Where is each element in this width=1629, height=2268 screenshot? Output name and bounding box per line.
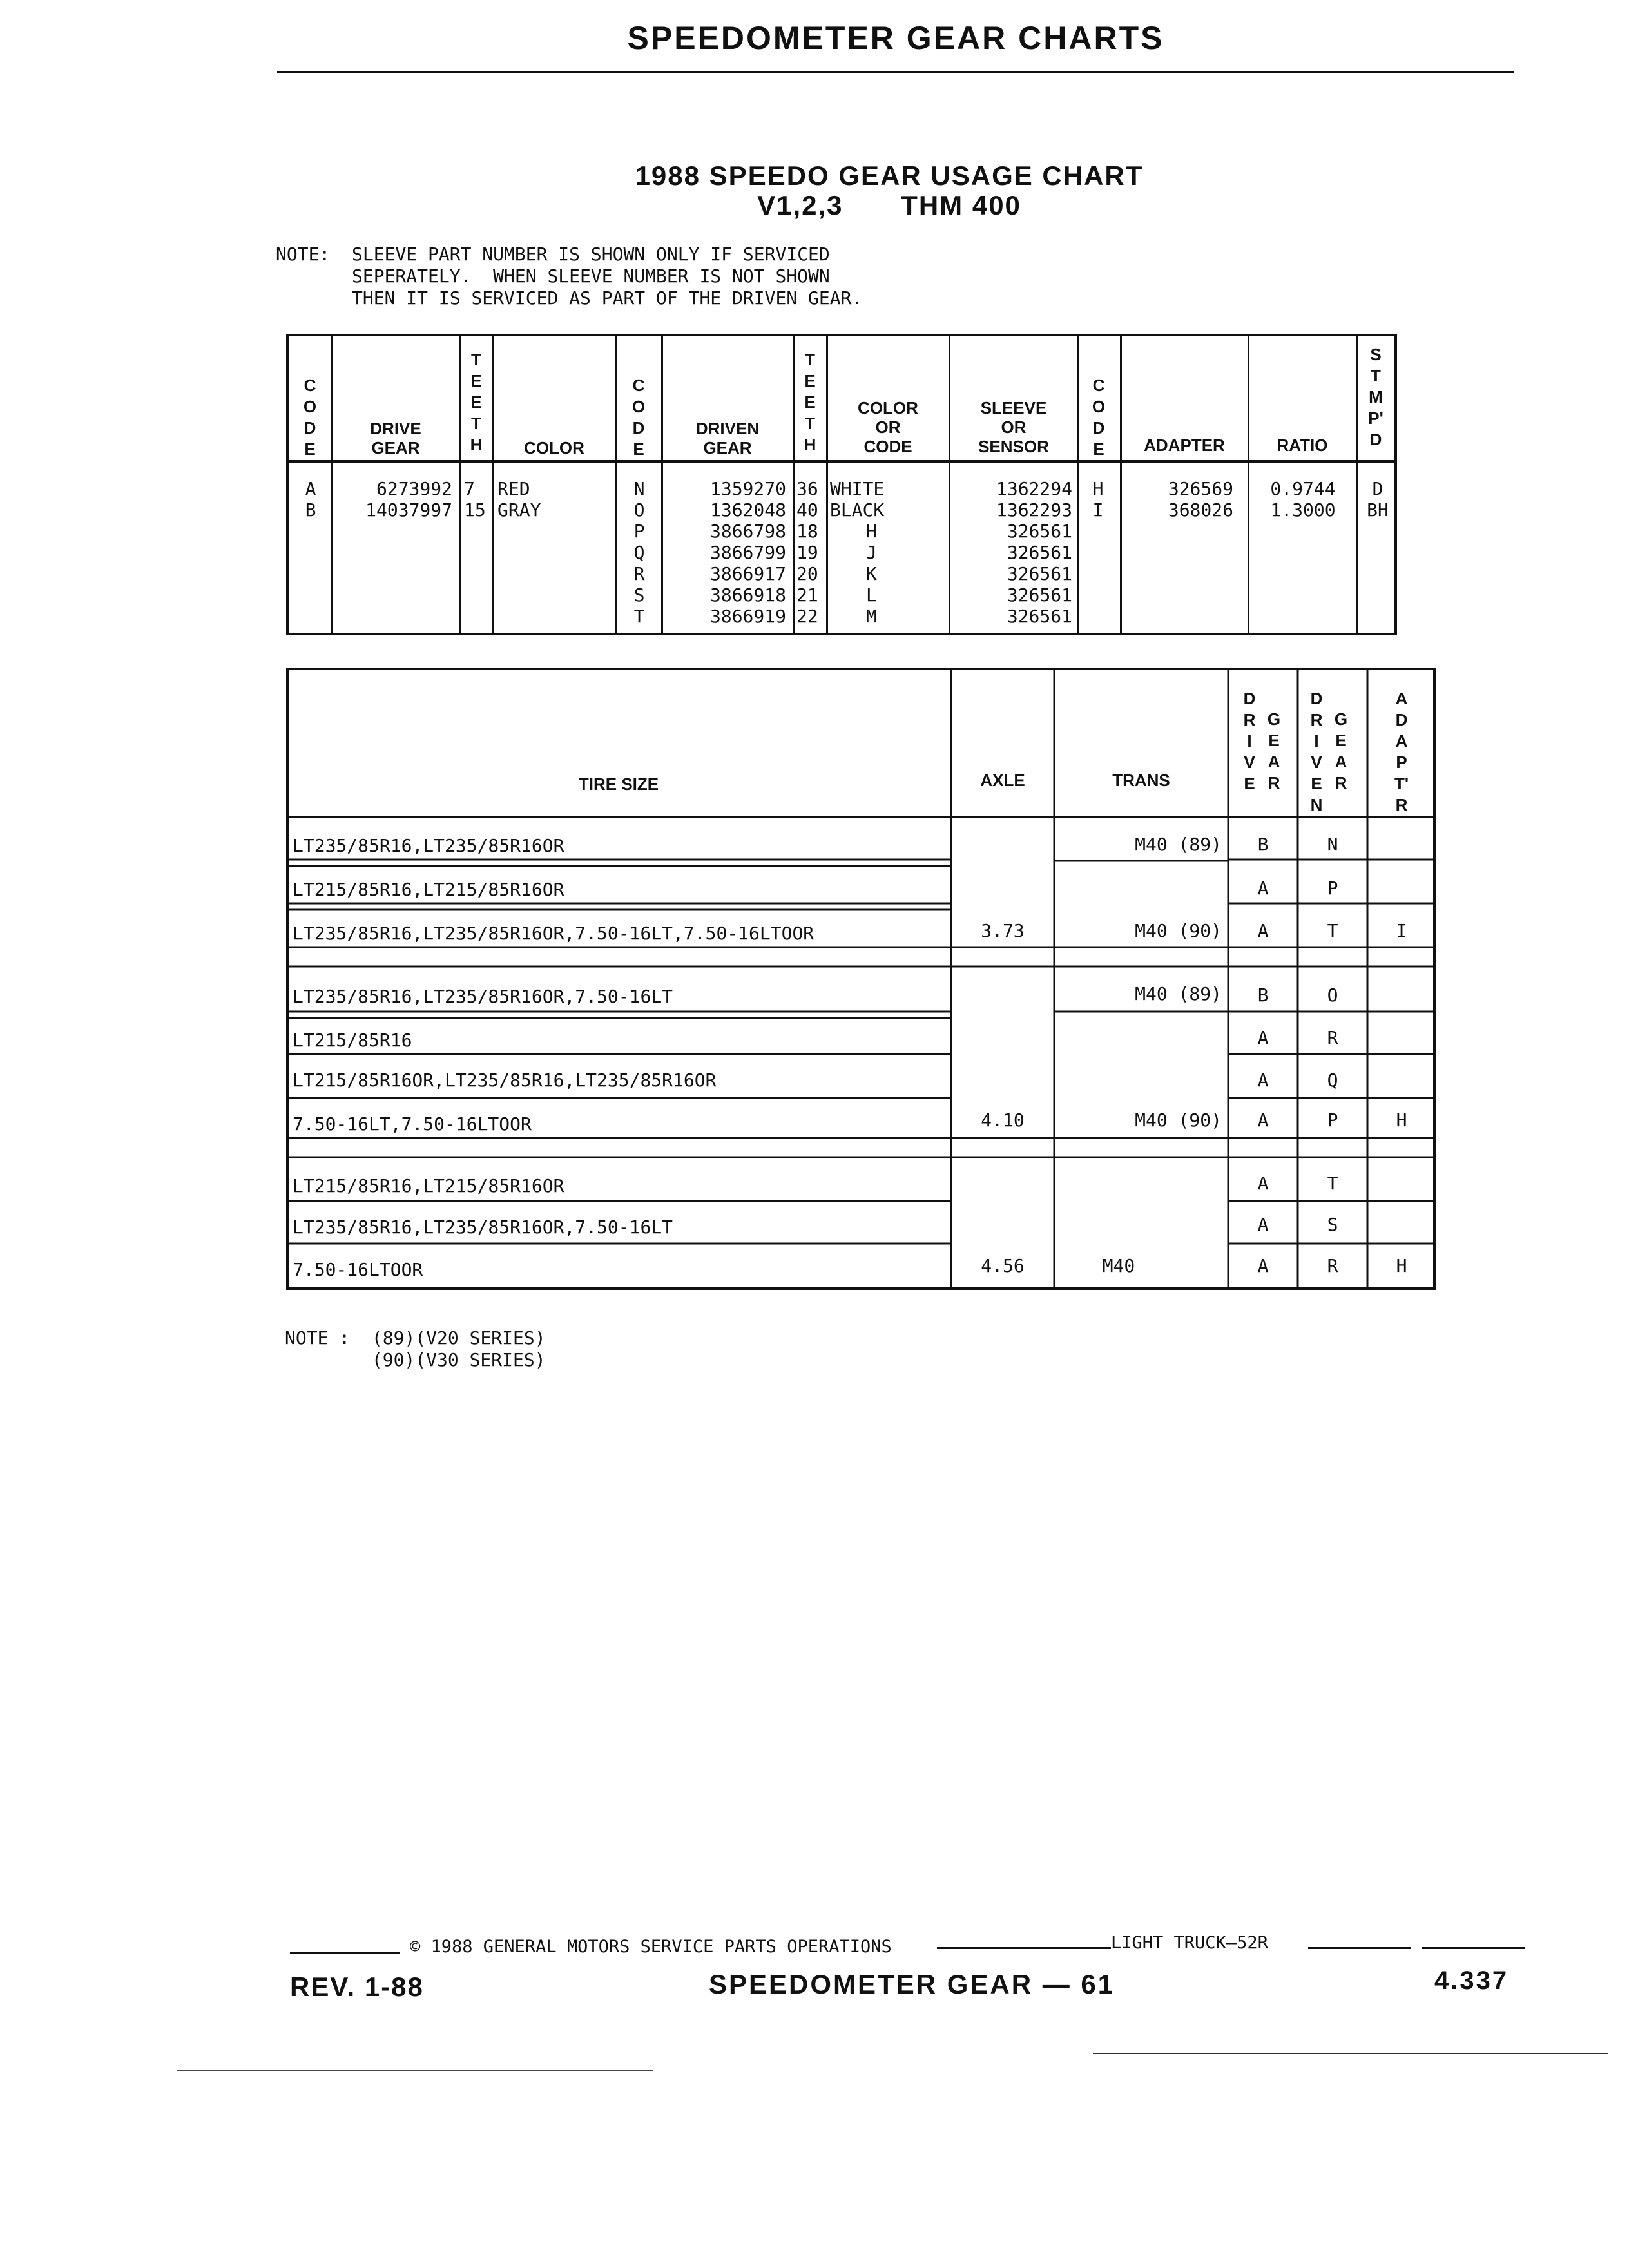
tire-cell: LT235/85R16,LT235/85R16OR,7.50-16LT xyxy=(293,1216,673,1238)
trans-cell: M40 xyxy=(1102,1255,1135,1276)
note-line: SLEEVE PART NUMBER IS SHOWN ONLY IF SERVICED xyxy=(352,244,830,265)
drive-cell: A xyxy=(1257,1173,1269,1194)
hdr-drive-gear: DRIVE GEAR xyxy=(370,419,421,457)
chart-models: V1,2,3 xyxy=(757,190,843,220)
hdr-driven-gear-b: G E A R xyxy=(1334,709,1348,793)
hdr-code3: C O D E xyxy=(1092,376,1106,459)
drive-color-col: RED GRAY xyxy=(497,478,541,521)
driven-cell: N xyxy=(1327,834,1338,855)
hdr-driven-gear-a: D R I V E N xyxy=(1310,689,1323,814)
driven-teeth-col: 36 40 18 19 20 21 22 xyxy=(796,478,818,627)
hdr-adapter: A D A P T' R xyxy=(1394,689,1409,814)
drive-cell: A xyxy=(1257,1070,1269,1091)
axle-cell: 4.10 xyxy=(981,1110,1025,1131)
stmpd-col: D BH xyxy=(1367,478,1389,521)
drive-cell: B xyxy=(1257,834,1269,855)
driven-cell: P xyxy=(1327,1110,1338,1131)
page-header xyxy=(277,19,1514,57)
hdr-stmpd: S T M P' D xyxy=(1368,345,1383,449)
drive-cell: B xyxy=(1257,985,1269,1006)
hdr-adapter: ADAPTER xyxy=(1144,436,1225,455)
footer-section-page: SPEEDOMETER GEAR — 61 xyxy=(709,1969,1115,1999)
drive-cell: A xyxy=(1257,878,1269,899)
hdr-drive-gear-b: G E A R xyxy=(1267,709,1281,793)
tire-cell: LT215/85R16 xyxy=(293,1030,412,1051)
sleeve-note xyxy=(276,244,862,309)
hdr-code2: C O D E xyxy=(631,376,646,459)
note-line: (89)(V20 SERIES) xyxy=(371,1327,546,1349)
adapter-cell: H xyxy=(1396,1110,1407,1131)
adapter-cell: H xyxy=(1396,1255,1407,1276)
hdr-sleeve-or-sensor: SLEEVE OR SENSOR xyxy=(978,398,1049,456)
drive-cell: A xyxy=(1257,920,1269,941)
note-line: (90)(V30 SERIES) xyxy=(371,1349,546,1370)
footer-section: LIGHT TRUCK—52R xyxy=(1111,1933,1268,1953)
chart-title xyxy=(451,161,1327,220)
footer-page-number: 4.337 xyxy=(1434,1966,1509,1995)
note-label: NOTE: xyxy=(276,244,331,265)
tire-cell: LT215/85R16,LT215/85R16OR xyxy=(293,1175,564,1196)
hdr-color-or-code: COLOR OR CODE xyxy=(858,398,918,456)
axle-cell: 4.56 xyxy=(981,1255,1025,1276)
driven-code-col: N O P Q R S T xyxy=(633,478,645,627)
hdr-color: COLOR xyxy=(524,438,584,457)
tire-cell: LT215/85R16,LT215/85R16OR xyxy=(293,879,564,900)
trans-cell: M40 (89) xyxy=(1135,834,1222,855)
footer-copyright: © 1988 GENERAL MOTORS SERVICE PARTS OPERATIONS xyxy=(410,1937,892,1957)
tire-cell: LT235/85R16,LT235/85R16OR,7.50-16LT,7.50-16LTOOR xyxy=(293,923,815,944)
hdr-teeth2: T E E T H xyxy=(804,350,816,454)
driven-cell: R xyxy=(1327,1027,1338,1048)
footer-rev: REV. 1-88 xyxy=(290,1972,424,2002)
drive-cell: A xyxy=(1257,1255,1269,1276)
hdr-tire-size: TIRE SIZE xyxy=(578,774,659,794)
tire-cell: 7.50-16LTOOR xyxy=(293,1259,423,1280)
sleeve-col: 1362294 1362293 326561 326561 326561 326561 326561 xyxy=(996,478,1072,627)
driven-cell: T xyxy=(1327,1173,1338,1194)
trans-cell: M40 (89) xyxy=(1135,983,1222,1004)
hdr-driven-gear: DRIVEN GEAR xyxy=(695,419,760,457)
driven-cell: S xyxy=(1327,1214,1338,1235)
note-line: THEN IT IS SERVICED AS PART OF THE DRIVEN GEAR. xyxy=(352,287,863,309)
hdr-trans: TRANS xyxy=(1112,771,1170,790)
driven-cell: R xyxy=(1327,1255,1338,1276)
driven-gear-col: 1359270 1362048 3866798 3866799 3866917 3866918 3866919 xyxy=(709,478,786,627)
hdr-ratio: RATIO xyxy=(1277,436,1328,455)
driven-cell: P xyxy=(1327,878,1338,899)
chart-trans: THM 400 xyxy=(901,190,1021,220)
trans-cell: M40 (90) xyxy=(1135,1110,1222,1131)
drive-code-col: A B xyxy=(305,478,316,521)
drive-gear-col: 6273992 14037997 xyxy=(365,478,452,521)
hdr-drive-gear-a: D R I V E xyxy=(1243,689,1256,793)
usage-table-grid xyxy=(286,668,1436,1290)
drive-cell: A xyxy=(1257,1027,1269,1048)
adapter-col: 326569 368026 xyxy=(1168,478,1233,521)
drive-cell: A xyxy=(1257,1214,1269,1235)
adapter-code-col: H I xyxy=(1092,478,1104,521)
note-label: NOTE : xyxy=(285,1327,351,1349)
hdr-teeth: T E E T H xyxy=(470,350,483,454)
driven-color-col: WHITE BLACK H J K L M xyxy=(830,478,885,627)
tire-cell: LT235/85R16,LT235/85R16OR,7.50-16LT xyxy=(293,986,673,1007)
series-note xyxy=(285,1327,546,1371)
page-title: SPEEDOMETER GEAR CHARTS xyxy=(627,20,1164,56)
driven-cell: O xyxy=(1327,985,1338,1006)
tire-cell: LT215/85R16OR,LT235/85R16,LT235/85R16OR xyxy=(293,1070,717,1091)
gear-table xyxy=(286,334,1397,635)
header-rule xyxy=(277,71,1514,73)
hdr-axle: AXLE xyxy=(980,771,1025,790)
driven-cell: Q xyxy=(1327,1070,1338,1091)
drive-cell: A xyxy=(1257,1110,1269,1131)
hdr-code: C O D E xyxy=(303,376,317,459)
adapter-cell: I xyxy=(1396,920,1407,941)
usage-table xyxy=(286,668,1436,1290)
axle-cell: 3.73 xyxy=(981,920,1025,941)
chart-subtitle xyxy=(451,191,1327,220)
tire-cell: LT235/85R16,LT235/85R16OR xyxy=(293,835,564,856)
tire-cell: 7.50-16LT,7.50-16LTOOR xyxy=(293,1113,532,1135)
driven-cell: T xyxy=(1327,920,1338,941)
trans-cell: M40 (90) xyxy=(1135,920,1222,941)
drive-teeth-col: 7 15 xyxy=(464,478,486,521)
chart-title-line: 1988 SPEEDO GEAR USAGE CHART xyxy=(635,160,1144,191)
note-line: SEPERATELY. WHEN SLEEVE NUMBER IS NOT SHOWN xyxy=(352,265,830,287)
ratio-col: 0.9744 1.3000 xyxy=(1270,478,1336,521)
